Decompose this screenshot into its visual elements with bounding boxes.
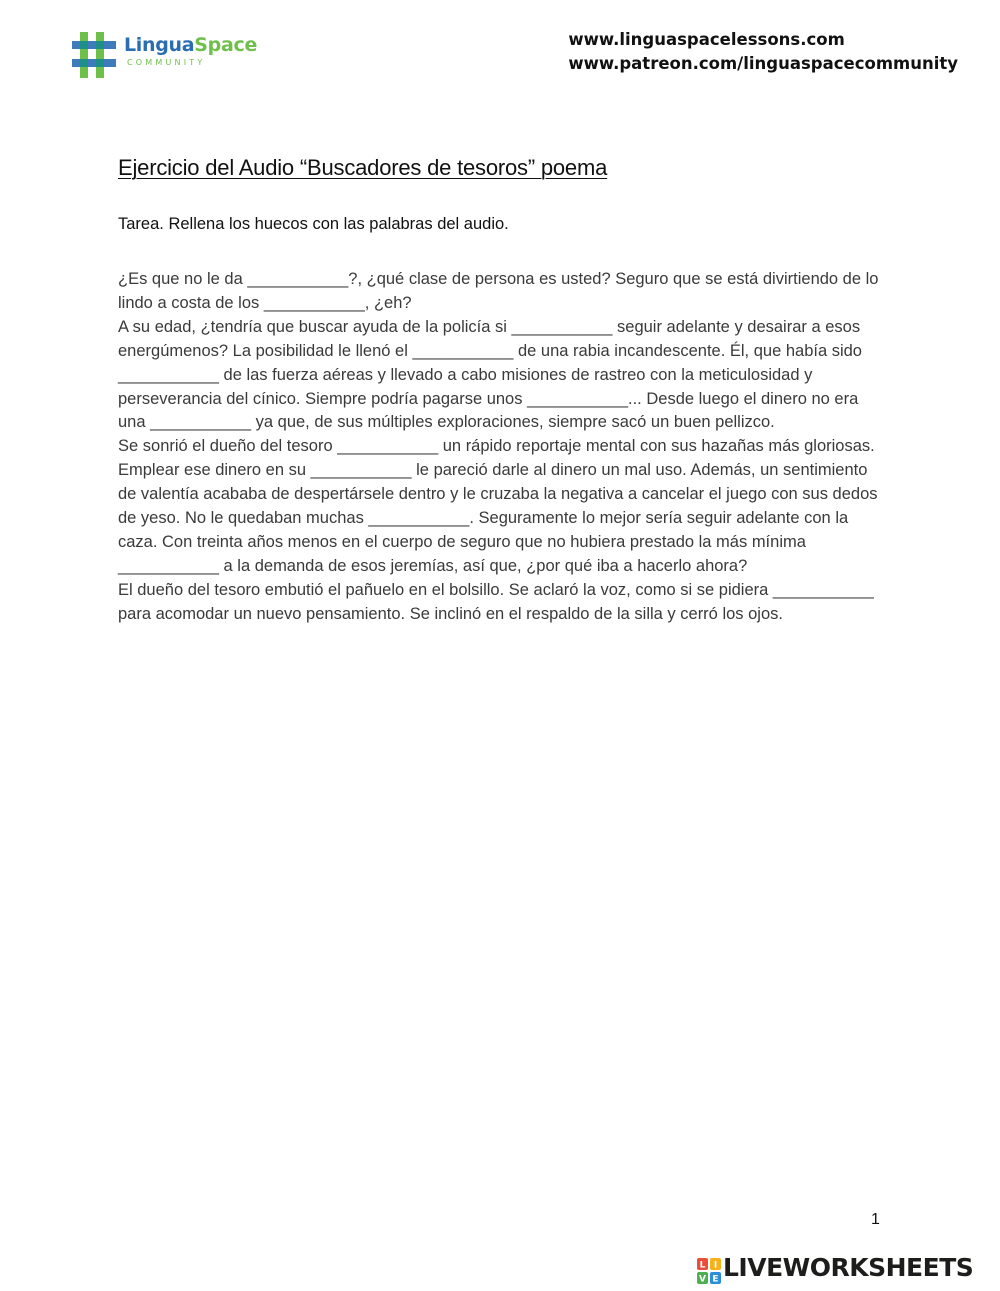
patreon-url[interactable]: www.patreon.com/linguaspacecommunity xyxy=(568,54,958,73)
svg-text:E: E xyxy=(712,1274,719,1284)
header-urls xyxy=(568,28,958,76)
svg-text:I: I xyxy=(713,1260,718,1271)
svg-text:V: V xyxy=(699,1274,706,1284)
paragraph: El dueño del tesoro embutió el pañuelo en el bolsillo. Se aclaró la voz, como si se pidiera ___________ para acomodar un nuevo pensamiento. Se inclinó en el respaldo de la silla y cerró los ojos. xyxy=(118,580,874,623)
live-badge-icon xyxy=(697,1258,721,1284)
hash-logo-icon xyxy=(70,30,120,80)
task-instruction: Tarea. Rellena los huecos con las palabras del audio. xyxy=(118,215,509,233)
liveworksheets-logo xyxy=(697,1255,993,1285)
liveworksheets-brand: LIVEWORKSHEETS xyxy=(723,1253,974,1282)
logo-name: LinguaSpace xyxy=(124,34,258,56)
paragraph: ¿Es que no le da ___________?, ¿qué clase de persona es usted? Seguro que se está divirtiendo de lo lindo a costa de los ___________, ¿eh? xyxy=(118,270,879,312)
page-number: 1 xyxy=(871,1211,880,1228)
paragraph: Emplear ese dinero en su ___________ le pareció darle al dinero un mal uso. Además, un sentimiento de valentía acababa de despertársele dentro y le cruzaba la negativa a cancelar el juego con sus dedos de yeso. No le quedaban muchas ___________. Seguramente lo mejor sería seguir adelante con la caza. Con treinta años menos en el cuerpo de seguro que no hubiera prestado la más mínima ___________ a la demanda de esos jeremías, así que, ¿por qué iba a hacerlo ahora? xyxy=(118,461,878,575)
exercise-title: Ejercicio del Audio “Buscadores de tesoros” poema xyxy=(118,155,608,180)
svg-text:L: L xyxy=(699,1260,706,1271)
website-url[interactable]: www.linguaspacelessons.com xyxy=(568,30,845,49)
paragraph: Se sonrió el dueño del tesoro ___________ un rápido reportaje mental con sus hazañas más gloriosas. xyxy=(118,437,875,456)
paragraph: A su edad, ¿tendría que buscar ayuda de la policía si ___________ seguir adelante y desairar a esos energúmenos? La posibilidad le llenó el ___________ de una rabia incandescente. Él, que había sido ___________ de las fuerza aéreas y llevado a cabo misiones de rastreo con la meticulosidad y perseverancia del cínico. Siempre podría pagarse unos ___________... Desde luego el dinero no era una ___________ ya que, de sus múltiples exploraciones, siempre sacó un buen pellizco. xyxy=(118,317,862,432)
linguaspace-logo xyxy=(70,30,260,80)
exercise-text xyxy=(118,268,888,627)
logo-subtitle: COMMUNITY xyxy=(127,58,206,67)
